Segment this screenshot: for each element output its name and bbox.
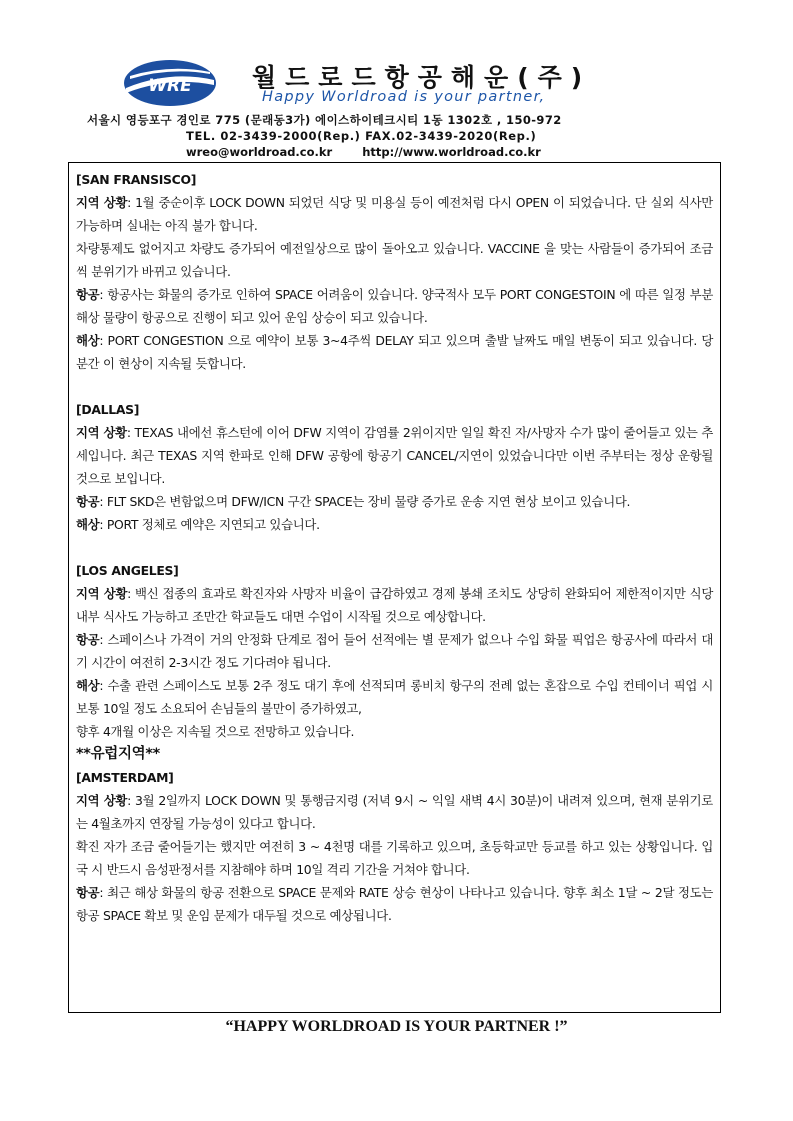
company-name: 월드로드항공해운(주) (252, 63, 592, 92)
company-phone-fax: TEL. 02-3439-2000(Rep.) FAX.02-3439-2020(Rep.) (186, 129, 537, 143)
label-sea: 해상 (76, 517, 100, 532)
sf-air (76, 283, 713, 329)
region-title-amsterdam: [AMSTERDAM] (76, 770, 174, 785)
report-body (68, 162, 721, 1013)
label-local: 지역 상황 (76, 425, 127, 440)
label-air: 항공 (76, 885, 100, 900)
ams-air (76, 881, 713, 927)
letterhead (0, 0, 793, 162)
europe-section-title: **유럽지역** (76, 746, 160, 762)
dallas-sea (76, 513, 713, 536)
dallas-air-text: : FLT SKD은 변함없으며 DFW/ICN 구간 SPACE는 장비 물량 증가로 운송 지연 현상 보이고 있습니다. (99, 494, 631, 509)
la-sea-text: : 수출 관련 스페이스도 보통 2주 정도 대기 후에 선적되며 롱비치 항구의 전례 없는 혼잡으로 수입 컨테이너 픽업 시 보통 10일 정도 소요되어 손님들의 불만이 증가하였고, (76, 678, 713, 716)
region-title-sf: [SAN FRANSISCO] (76, 172, 197, 187)
region-title-dallas: [DALLAS] (76, 402, 140, 417)
label-air: 항공 (76, 632, 100, 647)
la-local-text: : 백신 접종의 효과로 확진자와 사망자 비율이 급감하였고 경제 봉쇄 조치도 상당히 완화되어 제한적이지만 식당 내부 식사도 가능하고 조만간 학교들도 대면 수업이 시작될 것으로 예상합니다. (76, 586, 713, 624)
la-local-situation (76, 582, 713, 628)
company-email: wreo@worldroad.co.kr (186, 145, 333, 159)
label-local: 지역 상황 (76, 793, 128, 808)
company-website: http://www.worldroad.co.kr (362, 145, 541, 159)
label-sea: 해상 (76, 678, 100, 693)
region-title-la: [LOS ANGELES] (76, 563, 179, 578)
label-air: 항공 (76, 494, 100, 509)
ams-local-situation (76, 789, 713, 835)
la-air-text: : 스페이스나 가격이 거의 안정화 단계로 접어 들어 선적에는 별 문제가 없으나 수입 화물 픽업은 항공사에 따라서 대기 시간이 여전히 2-3시간 정도 기다려야 됩니다. (76, 632, 713, 670)
label-local: 지역 상황 (76, 195, 128, 210)
ams-air-text: : 최근 해상 화물의 항공 전환으로 SPACE 문제와 RATE 상승 현상이 나타나고 있습니다. 향후 최소 1달 ~ 2달 정도는 항공 SPACE 확보 및 운임 문제가 대두될 것으로 예상됩니다. (76, 885, 713, 923)
label-air: 항공 (76, 287, 100, 302)
dallas-sea-text: : PORT 정체로 예약은 지연되고 있습니다. (99, 517, 320, 532)
ams-local-text: : 3월 2일까지 LOCK DOWN 및 통행금지령 (저녁 9시 ~ 익일 새벽 4시 30분)이 내려져 있으며, 현재 분위기로는 4월초까지 연장될 가능성이 있다고 합니다. (76, 793, 713, 831)
footer-slogan: “HAPPY WORLDROAD IS YOUR PARTNER !” (225, 1018, 568, 1035)
dallas-local-situation (76, 421, 713, 490)
la-air (76, 628, 713, 674)
sf-air-text: : 항공사는 화물의 증가로 인하여 SPACE 어려움이 있습니다. 양국적사 모두 PORT CONGESTOIN 에 따른 일정 부분 해상 물량이 항공으로 진행이 되고 있어 운임 상승이 되고 있습니다. (76, 287, 713, 325)
la-sea (76, 674, 713, 720)
sf-local-situation (76, 191, 713, 237)
sf-local-text: : 1월 중순이후 LOCK DOWN 되었던 식당 및 미용실 등이 예전처럼 다시 OPEN 이 되었습니다. 단 실외 식사만 가능하며 실내는 아직 불가 합니다. (76, 195, 713, 233)
label-sea: 해상 (76, 333, 100, 348)
sf-sea (76, 329, 713, 375)
company-address: 서울시 영등포구 경인로 775 (문래동3가) 에이스하이테크시티 1동 1302호 , 150-972 (87, 113, 562, 127)
company-logo-icon (122, 58, 218, 108)
company-contact (186, 145, 541, 159)
dallas-local-text: : TEXAS 내에선 휴스턴에 이어 DFW 지역이 감염률 2위이지만 일일 확진 자/사망자 수가 많이 줄어들고 있는 추세입니다. 최근 TEXAS 지역 한파로 인해 DFW 공항에 항공기 CANCEL/지연이 있었습니다만 이번 주부터는 정상 운항될 것으로 보입니다. (76, 425, 713, 486)
company-slogan: Happy Worldroad is your partner, (262, 89, 546, 105)
sf-sea-text: : PORT CONGESTION 으로 예약이 보통 3~4주씩 DELAY 되고 있으며 출발 날짜도 매일 변동이 되고 있습니다. 당분간 이 현상이 지속될 듯합니다. (76, 333, 713, 371)
la-sea-2: 향후 4개월 이상은 지속될 것으로 전망하고 있습니다. (76, 724, 355, 739)
logo-text: WRE (148, 76, 192, 96)
sf-local-situation-2: 차량통제도 없어지고 차량도 증가되어 예전일상으로 많이 돌아오고 있습니다. VACCINE 을 맞는 사람들이 증가되어 조금씩 분위기가 바뀌고 있습니다. (76, 241, 713, 279)
dallas-air (76, 490, 713, 513)
label-local: 지역 상황 (76, 586, 128, 601)
ams-local-situation-2: 확진 자가 조금 줄어들기는 했지만 여전히 3 ~ 4천명 대를 기록하고 있으며, 초등학교만 등교를 하고 있는 상황입니다. 입국 시 반드시 음성판정서를 지참해야 하며 10일 격리 기간을 거쳐야 합니다. (76, 839, 713, 877)
